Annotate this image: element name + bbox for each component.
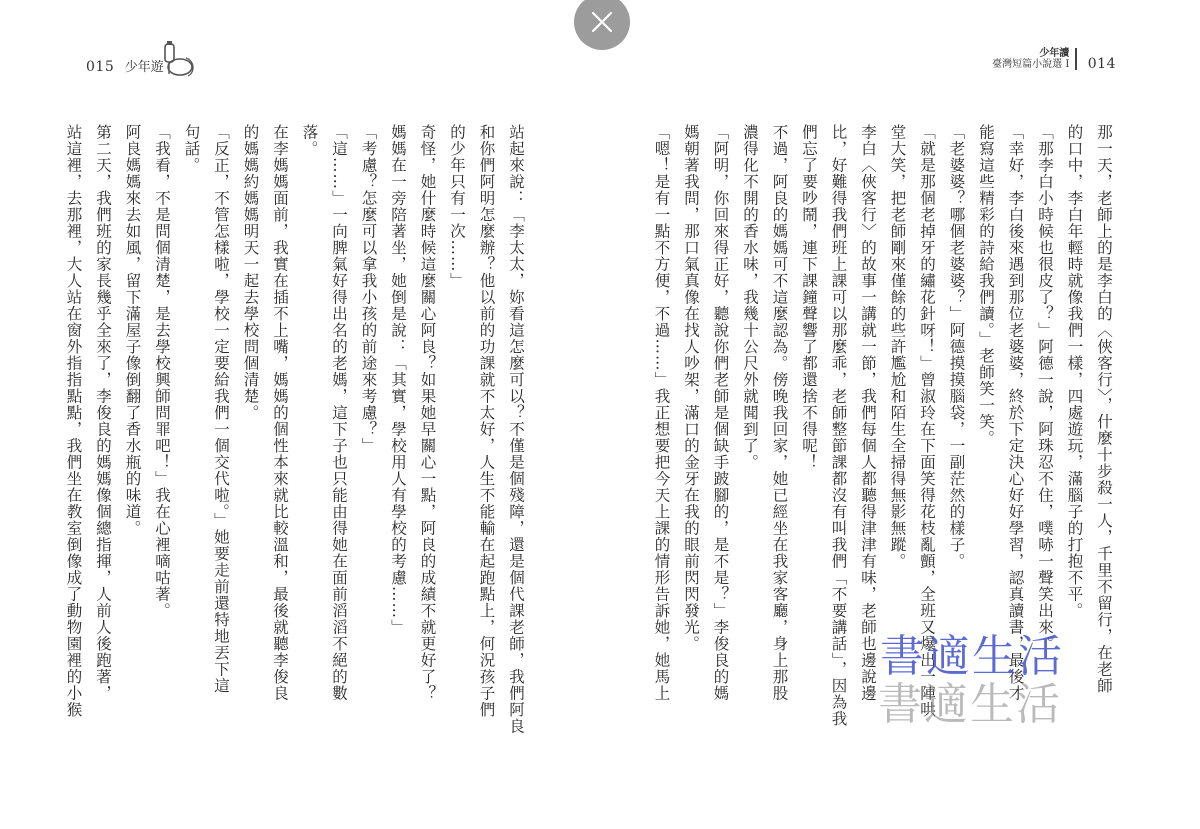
text-line: 奇怪，她什麼時候這麼關心阿良？如果她早關心一點，阿良的成績不就更好了？ <box>418 124 437 702</box>
text-line: 能寫這些精彩的詩給我們讀。」老師笑一笑。 <box>977 124 995 447</box>
text-line: 「嗯！是有一點不方便，不過……」我正想要把今天上課的情形告訴她，她馬上 <box>652 124 671 702</box>
text-line: 「那李白小時候也很皮了？」阿德一說，阿珠忍不住，噗哧一聲笑出來。 <box>1036 124 1054 652</box>
text-line: 「就是那個老掉牙的繡花針呀！」曾淑玲在下面笑得花枝亂顫，全班又爆出一陣哄 <box>918 124 936 718</box>
right-page-number: 014 <box>1087 56 1116 72</box>
text-line: 堂大笑，把老師剛來僅餘的些許尷尬和陌生全掃得無影無蹤。 <box>888 124 907 570</box>
text-line: 「阿明，你回來得正好，聽說你們老師是個缺手跛腳的，是不是？」李俊良的媽 <box>711 124 730 702</box>
text-line: 媽媽在一旁陪著坐，她倒是說：「其實，學校用人有學校的考慮……」 <box>389 124 407 636</box>
text-line: 站這裡，去那裡，大人站在窗外指指點點，我們坐在教室倒像成了動物園裡的小猴 <box>64 124 83 718</box>
text-line: 在李媽媽面前，我實在插不上嘴，媽媽的個性本來就比較溫和，最後就聽李俊良 <box>271 124 289 702</box>
watermark-gray: 書適生活 <box>878 679 1062 730</box>
series-title <box>992 48 1077 70</box>
left-page-header <box>86 56 164 75</box>
text-line: 不過，阿良的媽媽可不這麼認為。傍晚我回家，她已經坐在我家客廳，身上那股 <box>770 124 789 702</box>
text-line: 比，好難得我們班上課可以那麼乖，老師整節課都沒有叫我們「不要講話」，因為我 <box>829 124 848 727</box>
watermark-blue: 書適生活 <box>880 631 1064 682</box>
left-page-title: 少年遊 <box>124 60 164 75</box>
text-line: 的口中，李白年輕時就像我們一樣，四處遊玩，滿腦子的打抱不平。 <box>1065 124 1084 619</box>
series-name: 少年讀 <box>1039 48 1070 59</box>
text-line: 媽朝著我問，那口氣真像在找人吵架，滿口的金牙在我的眼前閃閃發光。 <box>682 124 700 652</box>
close-icon <box>589 9 615 35</box>
text-line: 「反正，不管怎樣啦，學校一定要給我們一個交代啦。」她要走前還特地丟下這 <box>212 124 230 694</box>
left-page-number: 015 <box>86 59 115 75</box>
series-subtitle: 臺灣短篇小說選 I <box>992 59 1070 70</box>
text-line: 「我看，不是問個清楚，是去學校興師問罪吧！」我在心裡嘀咕著。 <box>153 124 171 619</box>
text-line: 和你們阿明怎麼辦？他以前的功課就不太好，人生不能輸在起跑點上，何況孩子們 <box>477 124 496 718</box>
text-line: 那一天，老師上的是李白的〈俠客行〉，什麼十步殺一人，千里不留行，在老師 <box>1095 124 1113 694</box>
text-line: 們忘了要吵鬧，連下課鐘聲響了都還捨不得呢！ <box>800 124 818 471</box>
right-page-header <box>992 48 1116 72</box>
text-line: 「幸好，李白後來遇到那位老婆婆，終於下定決心好好學習，認真讀書，最後才 <box>1006 124 1025 702</box>
text-line: 第二天，我們班的家長幾乎全來了，李俊良的媽媽像個總指揮，人前人後跑著， <box>94 124 112 702</box>
text-line: 落。 <box>300 124 319 157</box>
text-line: 站起來說：「李太太，妳看這怎麼可以？不僅是個殘障，還是個代課老師，我們阿良 <box>507 124 525 735</box>
text-line: 「考慮？怎麼可以拿我小孩的前途來考慮？」 <box>359 124 378 454</box>
text-line: 的少年只有一次……」 <box>448 124 466 289</box>
text-line: 濃得化不開的香水味，我幾十公尺外就聞到了。 <box>741 124 759 471</box>
text-line: 阿良媽媽來去如風，留下滿屋子像倒翻了香水瓶的味道。 <box>123 124 142 537</box>
left-page-body <box>64 124 530 764</box>
canteen-bottle-icon <box>156 40 198 80</box>
text-line: 「這……」一向脾氣好得出名的老媽，這下子也只能由得她在面前滔滔不絕的數 <box>330 124 348 702</box>
text-line: 的媽媽約媽媽明天一起去學校問個清楚。 <box>241 124 260 421</box>
text-line: 「老婆婆？哪個老婆婆？」阿德摸摸腦袋，一副茫然的樣子。 <box>947 124 966 570</box>
text-line: 李白〈俠客行〉的故事一講就一節，我們每個人都聽得津津有味，老師也邊說邊 <box>859 124 877 702</box>
text-line: 句話。 <box>182 124 201 174</box>
